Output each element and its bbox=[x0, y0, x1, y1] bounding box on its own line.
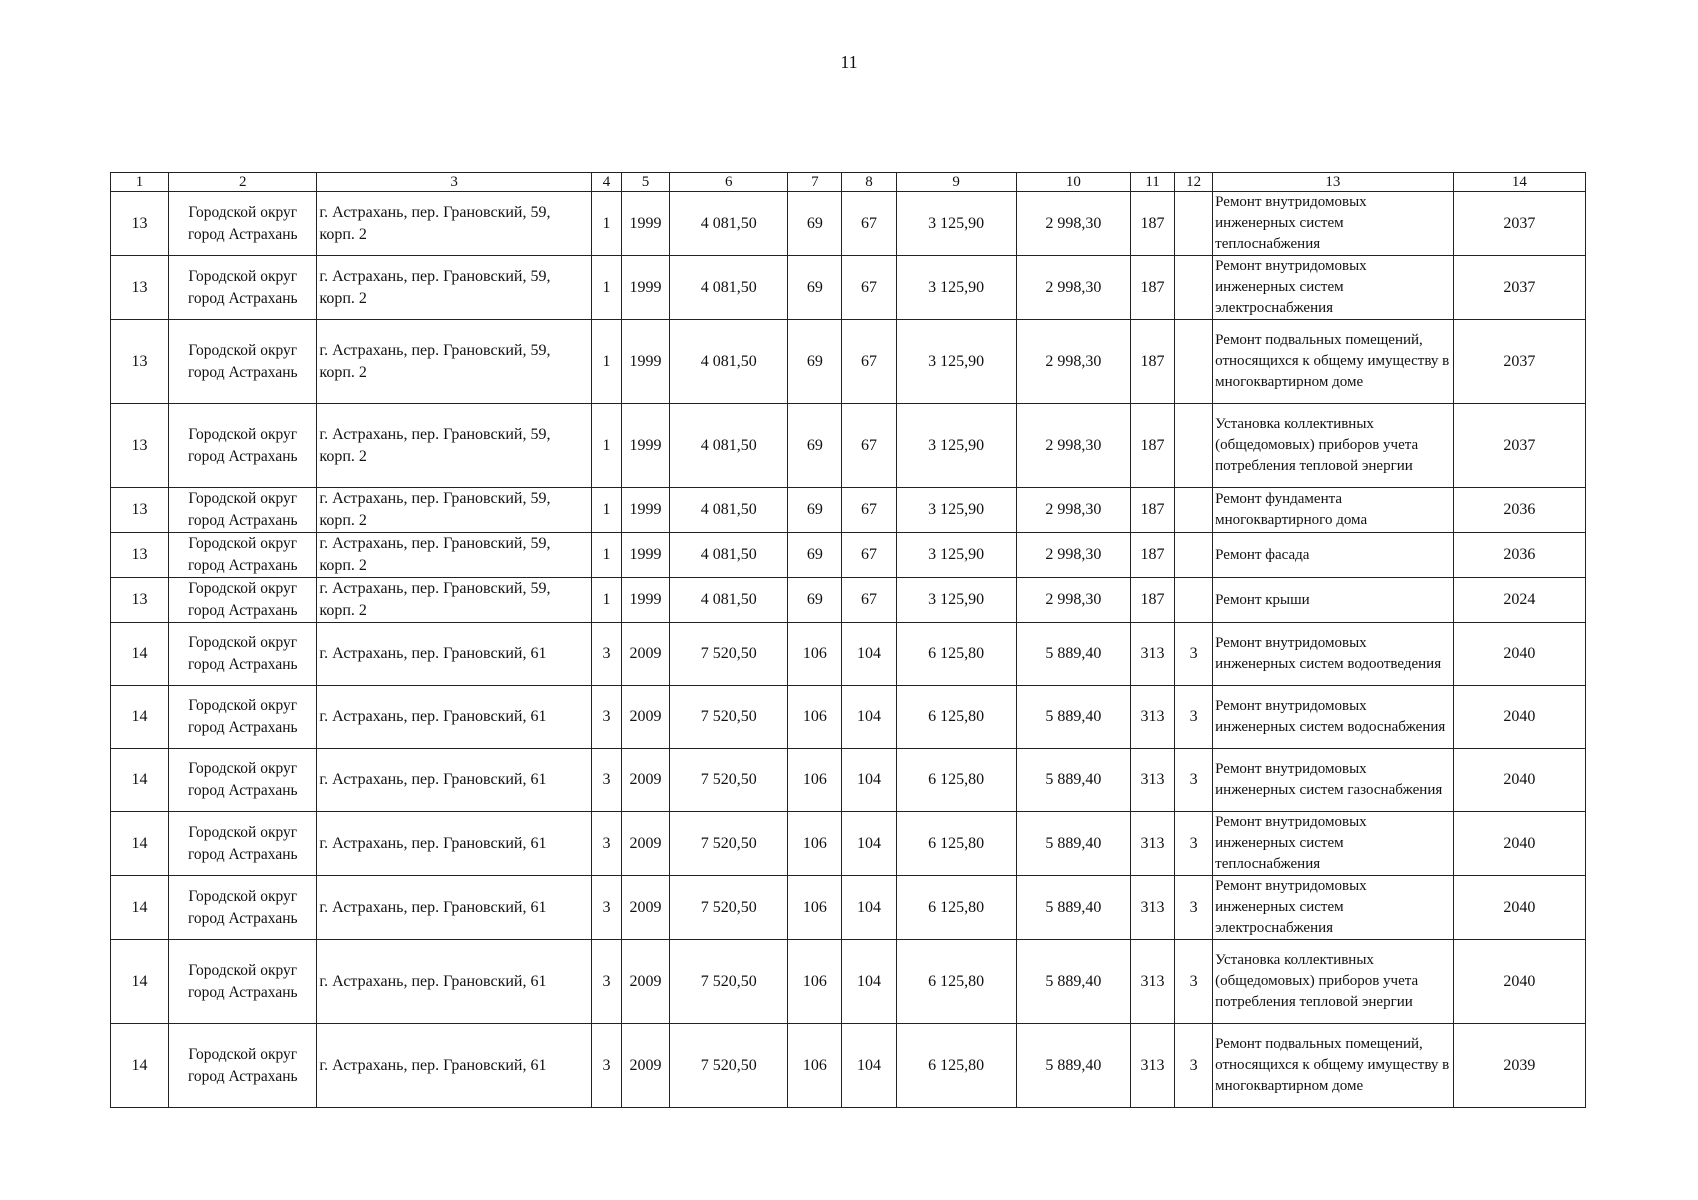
year-cell: 2009 bbox=[622, 1024, 670, 1108]
total-area-cell: 4 081,50 bbox=[670, 404, 788, 488]
value-cell-9: 6 125,80 bbox=[896, 812, 1016, 876]
column-number: 12 bbox=[1175, 173, 1213, 192]
floors-cell: 3 bbox=[591, 686, 621, 749]
table-row bbox=[111, 876, 1586, 940]
residents-cell: 313 bbox=[1131, 1024, 1175, 1108]
value-cell-8: 67 bbox=[842, 488, 896, 533]
row-number-cell: 13 bbox=[111, 256, 169, 320]
value-cell-9: 6 125,80 bbox=[896, 876, 1016, 940]
municipality-cell: Городской округ город Астрахань bbox=[169, 488, 317, 533]
value-cell-12 bbox=[1175, 533, 1213, 578]
value-cell-12 bbox=[1175, 320, 1213, 404]
value-cell-10: 5 889,40 bbox=[1016, 812, 1130, 876]
value-cell-12 bbox=[1175, 256, 1213, 320]
municipality-cell: Городской округ город Астрахань bbox=[169, 533, 317, 578]
row-number-cell: 14 bbox=[111, 749, 169, 812]
floors-cell: 1 bbox=[591, 256, 621, 320]
table-row bbox=[111, 686, 1586, 749]
value-cell-7: 106 bbox=[788, 749, 842, 812]
value-cell-7: 69 bbox=[788, 192, 842, 256]
address-cell: г. Астрахань, пер. Грановский, 61 bbox=[317, 1024, 592, 1108]
value-cell-7: 106 bbox=[788, 940, 842, 1024]
floors-cell: 1 bbox=[591, 320, 621, 404]
residents-cell: 313 bbox=[1131, 812, 1175, 876]
total-area-cell: 4 081,50 bbox=[670, 578, 788, 623]
total-area-cell: 4 081,50 bbox=[670, 320, 788, 404]
year-cell: 1999 bbox=[622, 256, 670, 320]
address-cell: г. Астрахань, пер. Грановский, 61 bbox=[317, 749, 592, 812]
total-area-cell: 7 520,50 bbox=[670, 686, 788, 749]
planned-year-cell: 2040 bbox=[1453, 686, 1585, 749]
value-cell-12: 3 bbox=[1175, 623, 1213, 686]
value-cell-10: 2 998,30 bbox=[1016, 320, 1130, 404]
planned-year-cell: 2024 bbox=[1453, 578, 1585, 623]
residents-cell: 313 bbox=[1131, 876, 1175, 940]
planned-year-cell: 2040 bbox=[1453, 876, 1585, 940]
value-cell-10: 5 889,40 bbox=[1016, 876, 1130, 940]
column-number: 3 bbox=[317, 173, 592, 192]
year-cell: 2009 bbox=[622, 876, 670, 940]
address-cell: г. Астрахань, пер. Грановский, 59, корп. 2 bbox=[317, 320, 592, 404]
floors-cell: 3 bbox=[591, 940, 621, 1024]
planned-year-cell: 2039 bbox=[1453, 1024, 1585, 1108]
floors-cell: 3 bbox=[591, 623, 621, 686]
address-cell: г. Астрахань, пер. Грановский, 59, корп. 2 bbox=[317, 488, 592, 533]
value-cell-7: 69 bbox=[788, 320, 842, 404]
floors-cell: 1 bbox=[591, 533, 621, 578]
column-number: 6 bbox=[670, 173, 788, 192]
residents-cell: 313 bbox=[1131, 940, 1175, 1024]
planned-year-cell: 2040 bbox=[1453, 749, 1585, 812]
row-number-cell: 14 bbox=[111, 812, 169, 876]
table-row bbox=[111, 192, 1586, 256]
column-number: 2 bbox=[169, 173, 317, 192]
residents-cell: 187 bbox=[1131, 578, 1175, 623]
residents-cell: 187 bbox=[1131, 256, 1175, 320]
year-cell: 1999 bbox=[622, 578, 670, 623]
address-cell: г. Астрахань, пер. Грановский, 59, корп. 2 bbox=[317, 256, 592, 320]
value-cell-8: 104 bbox=[842, 812, 896, 876]
value-cell-12: 3 bbox=[1175, 686, 1213, 749]
work-type-cell: Ремонт подвальных помещений, относящихся к общему имуществу в многоквартирном доме bbox=[1213, 1024, 1453, 1108]
residents-cell: 313 bbox=[1131, 686, 1175, 749]
column-number: 10 bbox=[1016, 173, 1130, 192]
value-cell-9: 3 125,90 bbox=[896, 533, 1016, 578]
value-cell-12: 3 bbox=[1175, 940, 1213, 1024]
residents-cell: 187 bbox=[1131, 404, 1175, 488]
row-number-cell: 13 bbox=[111, 488, 169, 533]
value-cell-7: 106 bbox=[788, 876, 842, 940]
residents-cell: 187 bbox=[1131, 192, 1175, 256]
work-type-cell: Ремонт внутридомовых инженерных систем электроснабжения bbox=[1213, 876, 1453, 940]
floors-cell: 3 bbox=[591, 812, 621, 876]
municipality-cell: Городской округ город Астрахань bbox=[169, 1024, 317, 1108]
value-cell-10: 5 889,40 bbox=[1016, 940, 1130, 1024]
floors-cell: 3 bbox=[591, 749, 621, 812]
year-cell: 1999 bbox=[622, 320, 670, 404]
row-number-cell: 13 bbox=[111, 404, 169, 488]
column-number: 11 bbox=[1131, 173, 1175, 192]
table-row bbox=[111, 320, 1586, 404]
work-type-cell: Ремонт внутридомовых инженерных систем водоснабжения bbox=[1213, 686, 1453, 749]
value-cell-9: 3 125,90 bbox=[896, 578, 1016, 623]
municipality-cell: Городской округ город Астрахань bbox=[169, 686, 317, 749]
value-cell-8: 67 bbox=[842, 404, 896, 488]
floors-cell: 1 bbox=[591, 578, 621, 623]
work-type-cell: Ремонт фасада bbox=[1213, 533, 1453, 578]
total-area-cell: 7 520,50 bbox=[670, 623, 788, 686]
residents-cell: 313 bbox=[1131, 623, 1175, 686]
value-cell-10: 5 889,40 bbox=[1016, 686, 1130, 749]
address-cell: г. Астрахань, пер. Грановский, 59, корп. 2 bbox=[317, 404, 592, 488]
value-cell-9: 3 125,90 bbox=[896, 192, 1016, 256]
address-cell: г. Астрахань, пер. Грановский, 59, корп. 2 bbox=[317, 578, 592, 623]
value-cell-12 bbox=[1175, 404, 1213, 488]
value-cell-8: 67 bbox=[842, 320, 896, 404]
year-cell: 2009 bbox=[622, 749, 670, 812]
column-number-row bbox=[111, 173, 1586, 192]
municipality-cell: Городской округ город Астрахань bbox=[169, 940, 317, 1024]
total-area-cell: 7 520,50 bbox=[670, 876, 788, 940]
value-cell-12 bbox=[1175, 488, 1213, 533]
value-cell-12: 3 bbox=[1175, 1024, 1213, 1108]
floors-cell: 1 bbox=[591, 488, 621, 533]
residents-cell: 187 bbox=[1131, 488, 1175, 533]
planned-year-cell: 2037 bbox=[1453, 320, 1585, 404]
address-cell: г. Астрахань, пер. Грановский, 61 bbox=[317, 686, 592, 749]
municipality-cell: Городской округ город Астрахань bbox=[169, 578, 317, 623]
table-row bbox=[111, 256, 1586, 320]
value-cell-7: 69 bbox=[788, 578, 842, 623]
year-cell: 2009 bbox=[622, 812, 670, 876]
year-cell: 1999 bbox=[622, 488, 670, 533]
value-cell-10: 2 998,30 bbox=[1016, 533, 1130, 578]
work-type-cell: Ремонт внутридомовых инженерных систем теплоснабжения bbox=[1213, 812, 1453, 876]
address-cell: г. Астрахань, пер. Грановский, 61 bbox=[317, 812, 592, 876]
value-cell-10: 2 998,30 bbox=[1016, 192, 1130, 256]
value-cell-12: 3 bbox=[1175, 812, 1213, 876]
municipality-cell: Городской округ город Астрахань bbox=[169, 192, 317, 256]
planned-year-cell: 2040 bbox=[1453, 940, 1585, 1024]
planned-year-cell: 2037 bbox=[1453, 192, 1585, 256]
table-row bbox=[111, 623, 1586, 686]
work-type-cell: Ремонт внутридомовых инженерных систем водоотведения bbox=[1213, 623, 1453, 686]
address-cell: г. Астрахань, пер. Грановский, 61 bbox=[317, 623, 592, 686]
table-row bbox=[111, 404, 1586, 488]
work-type-cell: Ремонт внутридомовых инженерных систем теплоснабжения bbox=[1213, 192, 1453, 256]
column-number: 4 bbox=[591, 173, 621, 192]
total-area-cell: 4 081,50 bbox=[670, 256, 788, 320]
floors-cell: 3 bbox=[591, 876, 621, 940]
value-cell-7: 69 bbox=[788, 488, 842, 533]
address-cell: г. Астрахань, пер. Грановский, 61 bbox=[317, 876, 592, 940]
value-cell-8: 104 bbox=[842, 1024, 896, 1108]
year-cell: 2009 bbox=[622, 686, 670, 749]
value-cell-12: 3 bbox=[1175, 876, 1213, 940]
total-area-cell: 7 520,50 bbox=[670, 940, 788, 1024]
work-type-cell: Ремонт крыши bbox=[1213, 578, 1453, 623]
column-number: 9 bbox=[896, 173, 1016, 192]
value-cell-10: 2 998,30 bbox=[1016, 578, 1130, 623]
work-type-cell: Ремонт подвальных помещений, относящихся к общему имуществу в многоквартирном доме bbox=[1213, 320, 1453, 404]
year-cell: 2009 bbox=[622, 623, 670, 686]
floors-cell: 1 bbox=[591, 404, 621, 488]
value-cell-8: 67 bbox=[842, 192, 896, 256]
year-cell: 1999 bbox=[622, 192, 670, 256]
planned-year-cell: 2036 bbox=[1453, 533, 1585, 578]
value-cell-9: 6 125,80 bbox=[896, 940, 1016, 1024]
value-cell-8: 104 bbox=[842, 876, 896, 940]
residents-cell: 313 bbox=[1131, 749, 1175, 812]
value-cell-8: 67 bbox=[842, 533, 896, 578]
table-row bbox=[111, 812, 1586, 876]
total-area-cell: 4 081,50 bbox=[670, 192, 788, 256]
table-row bbox=[111, 533, 1586, 578]
table-row bbox=[111, 940, 1586, 1024]
value-cell-9: 3 125,90 bbox=[896, 320, 1016, 404]
value-cell-9: 3 125,90 bbox=[896, 488, 1016, 533]
row-number-cell: 13 bbox=[111, 192, 169, 256]
row-number-cell: 14 bbox=[111, 876, 169, 940]
planned-year-cell: 2036 bbox=[1453, 488, 1585, 533]
total-area-cell: 4 081,50 bbox=[670, 488, 788, 533]
table-body bbox=[111, 192, 1586, 1108]
column-number: 1 bbox=[111, 173, 169, 192]
column-number: 7 bbox=[788, 173, 842, 192]
value-cell-8: 104 bbox=[842, 623, 896, 686]
value-cell-12 bbox=[1175, 192, 1213, 256]
address-cell: г. Астрахань, пер. Грановский, 61 bbox=[317, 940, 592, 1024]
table-row bbox=[111, 749, 1586, 812]
year-cell: 1999 bbox=[622, 533, 670, 578]
value-cell-10: 5 889,40 bbox=[1016, 623, 1130, 686]
value-cell-7: 106 bbox=[788, 812, 842, 876]
work-type-cell: Установка коллективных (общедомовых) приборов учета потребления тепловой энергии bbox=[1213, 940, 1453, 1024]
value-cell-10: 5 889,40 bbox=[1016, 1024, 1130, 1108]
value-cell-9: 3 125,90 bbox=[896, 256, 1016, 320]
row-number-cell: 14 bbox=[111, 686, 169, 749]
value-cell-10: 2 998,30 bbox=[1016, 256, 1130, 320]
page-number: 11 bbox=[840, 52, 858, 72]
address-cell: г. Астрахань, пер. Грановский, 59, корп. 2 bbox=[317, 192, 592, 256]
row-number-cell: 13 bbox=[111, 578, 169, 623]
value-cell-10: 2 998,30 bbox=[1016, 404, 1130, 488]
value-cell-7: 69 bbox=[788, 533, 842, 578]
floors-cell: 3 bbox=[591, 1024, 621, 1108]
value-cell-7: 69 bbox=[788, 256, 842, 320]
column-number: 13 bbox=[1213, 173, 1453, 192]
table-row bbox=[111, 488, 1586, 533]
value-cell-8: 104 bbox=[842, 940, 896, 1024]
value-cell-9: 6 125,80 bbox=[896, 749, 1016, 812]
total-area-cell: 4 081,50 bbox=[670, 533, 788, 578]
table-row bbox=[111, 578, 1586, 623]
value-cell-8: 67 bbox=[842, 256, 896, 320]
value-cell-9: 6 125,80 bbox=[896, 623, 1016, 686]
municipality-cell: Городской округ город Астрахань bbox=[169, 404, 317, 488]
capital-repair-table bbox=[110, 172, 1586, 1108]
value-cell-7: 69 bbox=[788, 404, 842, 488]
value-cell-8: 104 bbox=[842, 686, 896, 749]
municipality-cell: Городской округ город Астрахань bbox=[169, 876, 317, 940]
value-cell-9: 3 125,90 bbox=[896, 404, 1016, 488]
residents-cell: 187 bbox=[1131, 320, 1175, 404]
value-cell-9: 6 125,80 bbox=[896, 1024, 1016, 1108]
column-number: 14 bbox=[1453, 173, 1585, 192]
municipality-cell: Городской округ город Астрахань bbox=[169, 812, 317, 876]
total-area-cell: 7 520,50 bbox=[670, 1024, 788, 1108]
value-cell-8: 67 bbox=[842, 578, 896, 623]
municipality-cell: Городской округ город Астрахань bbox=[169, 749, 317, 812]
column-number: 8 bbox=[842, 173, 896, 192]
work-type-cell: Ремонт фундамента многоквартирного дома bbox=[1213, 488, 1453, 533]
planned-year-cell: 2037 bbox=[1453, 404, 1585, 488]
work-type-cell: Ремонт внутридомовых инженерных систем электроснабжения bbox=[1213, 256, 1453, 320]
total-area-cell: 7 520,50 bbox=[670, 812, 788, 876]
value-cell-8: 104 bbox=[842, 749, 896, 812]
floors-cell: 1 bbox=[591, 192, 621, 256]
work-type-cell: Установка коллективных (общедомовых) приборов учета потребления тепловой энергии bbox=[1213, 404, 1453, 488]
row-number-cell: 14 bbox=[111, 1024, 169, 1108]
table-row bbox=[111, 1024, 1586, 1108]
value-cell-12 bbox=[1175, 578, 1213, 623]
municipality-cell: Городской округ город Астрахань bbox=[169, 320, 317, 404]
planned-year-cell: 2040 bbox=[1453, 623, 1585, 686]
total-area-cell: 7 520,50 bbox=[670, 749, 788, 812]
value-cell-10: 2 998,30 bbox=[1016, 488, 1130, 533]
row-number-cell: 13 bbox=[111, 320, 169, 404]
planned-year-cell: 2037 bbox=[1453, 256, 1585, 320]
planned-year-cell: 2040 bbox=[1453, 812, 1585, 876]
value-cell-7: 106 bbox=[788, 1024, 842, 1108]
work-type-cell: Ремонт внутридомовых инженерных систем газоснабжения bbox=[1213, 749, 1453, 812]
value-cell-9: 6 125,80 bbox=[896, 686, 1016, 749]
row-number-cell: 14 bbox=[111, 623, 169, 686]
column-number: 5 bbox=[622, 173, 670, 192]
year-cell: 1999 bbox=[622, 404, 670, 488]
row-number-cell: 13 bbox=[111, 533, 169, 578]
row-number-cell: 14 bbox=[111, 940, 169, 1024]
value-cell-12: 3 bbox=[1175, 749, 1213, 812]
value-cell-10: 5 889,40 bbox=[1016, 749, 1130, 812]
value-cell-7: 106 bbox=[788, 686, 842, 749]
year-cell: 2009 bbox=[622, 940, 670, 1024]
municipality-cell: Городской округ город Астрахань bbox=[169, 623, 317, 686]
value-cell-7: 106 bbox=[788, 623, 842, 686]
address-cell: г. Астрахань, пер. Грановский, 59, корп. 2 bbox=[317, 533, 592, 578]
municipality-cell: Городской округ город Астрахань bbox=[169, 256, 317, 320]
residents-cell: 187 bbox=[1131, 533, 1175, 578]
